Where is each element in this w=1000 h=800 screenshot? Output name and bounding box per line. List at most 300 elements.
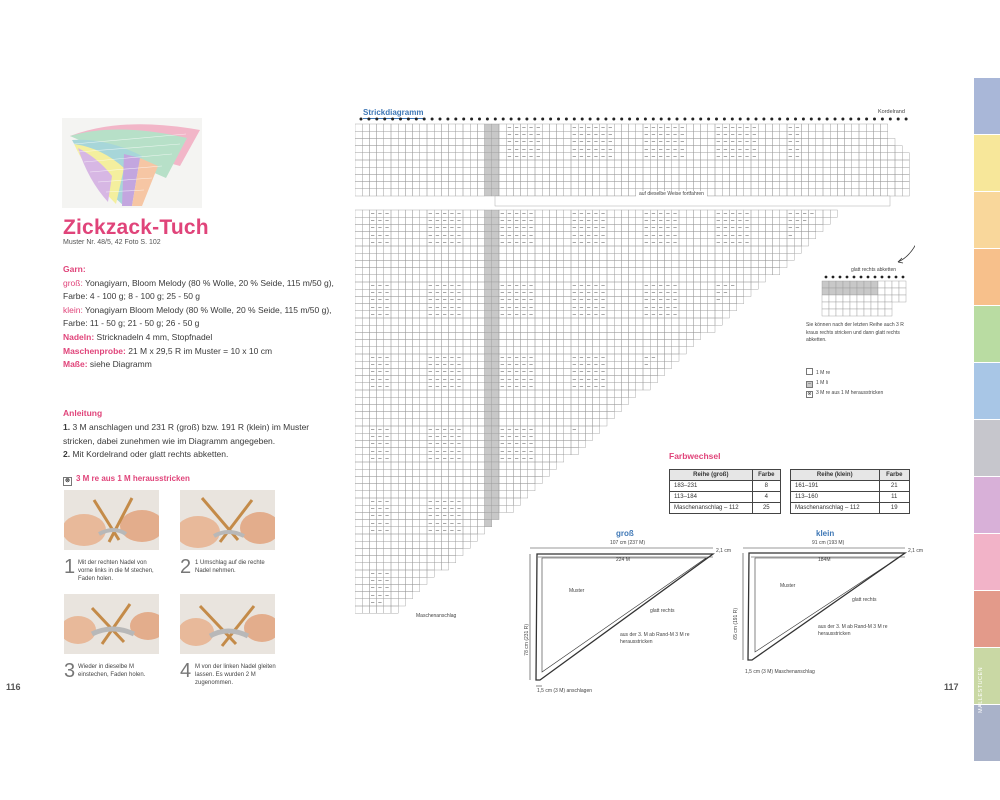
svg-text:–: – <box>507 225 512 232</box>
klein-bottom: 1,5 cm (3 M) Maschenanschlag <box>745 669 815 675</box>
svg-text:–: – <box>529 146 533 153</box>
svg-text:–: – <box>435 376 440 383</box>
svg-text:–: – <box>680 139 684 146</box>
svg-text:–: – <box>457 218 461 225</box>
svg-text:–: – <box>378 218 382 225</box>
svg-text:–: – <box>644 304 648 311</box>
svg-text:–: – <box>594 225 598 232</box>
svg-text:–: – <box>587 376 591 383</box>
svg-text:–: – <box>594 376 598 383</box>
svg-text:–: – <box>752 132 756 139</box>
svg-text:–: – <box>435 225 440 232</box>
svg-text:–: – <box>385 290 389 297</box>
svg-text:–: – <box>450 376 454 383</box>
svg-text:–: – <box>371 448 375 455</box>
svg-text:–: – <box>601 312 605 318</box>
svg-text:–: – <box>371 218 375 225</box>
svg-text:–: – <box>378 225 382 232</box>
svg-text:–: – <box>385 448 389 455</box>
svg-text:–: – <box>378 528 382 534</box>
svg-text:–: – <box>371 290 375 297</box>
svg-text:–: – <box>435 297 440 304</box>
svg-text:–: – <box>378 304 382 311</box>
svg-text:–: – <box>435 240 440 246</box>
svg-text:–: – <box>673 312 677 318</box>
svg-text:–: – <box>450 312 454 318</box>
svg-text:–: – <box>378 441 382 448</box>
svg-text:–: – <box>385 499 389 506</box>
svg-text:–: – <box>443 312 447 318</box>
svg-text:–: – <box>795 139 800 146</box>
chapter-tab[interactable] <box>974 192 1000 248</box>
svg-text:–: – <box>515 283 519 290</box>
svg-text:–: – <box>371 283 375 290</box>
svg-text:–: – <box>378 297 382 304</box>
garn-label: Garn: <box>63 264 86 274</box>
svg-text:–: – <box>745 125 749 132</box>
svg-text:–: – <box>515 290 519 297</box>
svg-text:–: – <box>450 369 454 376</box>
svg-text:–: – <box>601 304 605 311</box>
svg-text:–: – <box>385 225 389 232</box>
svg-text:–: – <box>443 232 447 239</box>
svg-text:–: – <box>673 225 677 232</box>
svg-text:–: – <box>443 225 447 232</box>
chapter-tab[interactable] <box>974 420 1000 476</box>
chapter-tab[interactable] <box>974 135 1000 191</box>
svg-text:–: – <box>579 362 584 369</box>
svg-text:–: – <box>515 232 519 239</box>
svg-text:–: – <box>666 232 670 239</box>
svg-text:–: – <box>522 240 526 246</box>
svg-text:–: – <box>795 132 800 139</box>
svg-text:–: – <box>371 578 375 585</box>
chapter-tab[interactable] <box>974 78 1000 134</box>
svg-text:–: – <box>435 312 440 318</box>
svg-text:–: – <box>443 528 447 534</box>
svg-text:–: – <box>579 232 584 239</box>
svg-text:–: – <box>536 139 540 146</box>
svg-text:–: – <box>788 139 792 146</box>
svg-text:–: – <box>587 362 591 369</box>
svg-text:–: – <box>507 427 512 434</box>
svg-text:–: – <box>572 376 576 383</box>
svg-text:–: – <box>572 146 576 153</box>
svg-text:–: – <box>572 384 576 390</box>
svg-text:–: – <box>529 355 533 362</box>
step1-number: 1. <box>63 422 71 432</box>
svg-text:–: – <box>435 506 440 513</box>
svg-text:–: – <box>723 240 728 246</box>
technique-heading <box>63 474 190 486</box>
svg-text:–: – <box>385 513 389 520</box>
svg-text:–: – <box>450 218 454 225</box>
step-number-4: 4 <box>180 660 192 682</box>
step-photo-4 <box>180 594 275 654</box>
svg-text:–: – <box>385 434 389 441</box>
svg-text:–: – <box>587 304 591 311</box>
svg-text:–: – <box>457 520 461 527</box>
farbwechsel-heading: Farbwechsel <box>669 451 721 461</box>
svg-text:–: – <box>601 355 605 362</box>
svg-text:–: – <box>529 441 533 448</box>
svg-text:–: – <box>738 211 742 218</box>
svg-text:–: – <box>385 427 389 434</box>
page-title: Zickzack-Tuch <box>63 216 209 239</box>
svg-text:–: – <box>731 211 735 218</box>
svg-text:–: – <box>594 240 598 246</box>
svg-text:–: – <box>443 384 447 390</box>
svg-text:–: – <box>522 456 526 462</box>
svg-text:–: – <box>601 146 605 153</box>
svg-text:–: – <box>572 304 576 311</box>
svg-text:–: – <box>594 139 598 146</box>
svg-text:–: – <box>507 297 512 304</box>
svg-text:–: – <box>587 211 591 218</box>
svg-text:–: – <box>594 312 598 318</box>
svg-text:–: – <box>644 139 648 146</box>
svg-text:–: – <box>723 211 728 218</box>
klein-colors: Farbe: 11 - 50 g; 21 - 50 g; 26 - 50 g <box>63 318 200 329</box>
chapter-tab[interactable] <box>974 591 1000 647</box>
svg-text:–: – <box>716 132 720 139</box>
svg-text:–: – <box>385 592 389 599</box>
gross-top-width: 107 cm (237 M) <box>610 540 646 546</box>
svg-text:–: – <box>651 218 656 225</box>
svg-text:–: – <box>601 369 605 376</box>
step-caption-4: M von der linken Nadel gleiten lassen. Es wurden 2 M zugenommen. <box>195 664 276 686</box>
svg-text:–: – <box>529 240 533 246</box>
svg-text:–: – <box>385 506 389 513</box>
svg-text:–: – <box>457 304 461 311</box>
svg-text:–: – <box>716 139 720 146</box>
svg-text:–: – <box>738 154 742 160</box>
svg-text:–: – <box>572 290 576 297</box>
svg-text:–: – <box>572 154 576 160</box>
svg-text:–: – <box>428 225 432 232</box>
svg-text:–: – <box>500 434 504 441</box>
svg-text:–: – <box>587 218 591 225</box>
svg-text:–: – <box>522 225 526 232</box>
svg-text:–: – <box>680 154 684 160</box>
svg-text:–: – <box>659 232 663 239</box>
materials-section <box>63 263 343 372</box>
svg-text:–: – <box>507 290 512 297</box>
svg-text:–: – <box>500 218 504 225</box>
svg-text:–: – <box>500 427 504 434</box>
svg-text:–: – <box>435 448 440 455</box>
svg-text:–: – <box>723 225 728 232</box>
svg-text:–: – <box>371 369 375 376</box>
svg-text:–: – <box>371 297 375 304</box>
svg-text:–: – <box>371 520 375 527</box>
svg-text:–: – <box>443 362 447 369</box>
svg-text:–: – <box>587 297 591 304</box>
svg-text:–: – <box>587 154 591 160</box>
svg-text:–: – <box>579 376 584 383</box>
svg-text:–: – <box>587 132 591 139</box>
svg-text:–: – <box>500 225 504 232</box>
svg-text:–: – <box>378 232 382 239</box>
purl-symbol-icon: – <box>806 381 813 388</box>
chart-title: Strickdiagramm <box>363 108 424 117</box>
svg-text:–: – <box>450 290 454 297</box>
svg-text:–: – <box>738 240 742 246</box>
svg-text:–: – <box>810 211 814 218</box>
svg-text:–: – <box>515 376 519 383</box>
svg-text:–: – <box>443 520 447 527</box>
svg-text:–: – <box>371 499 375 506</box>
svg-text:–: – <box>385 232 389 239</box>
svg-text:–: – <box>443 355 447 362</box>
svg-text:–: – <box>500 456 504 462</box>
svg-text:–: – <box>572 369 576 376</box>
svg-text:–: – <box>385 520 389 527</box>
nadeln-text: Stricknadeln 4 mm, Stopfnadel <box>94 331 213 342</box>
svg-text:–: – <box>428 362 432 369</box>
svg-text:–: – <box>522 384 526 390</box>
svg-text:–: – <box>450 506 454 513</box>
svg-text:–: – <box>745 232 749 239</box>
svg-text:–: – <box>529 427 533 434</box>
svg-text:–: – <box>587 290 591 297</box>
masse-text: siehe Diagramm <box>87 359 152 370</box>
svg-text:–: – <box>680 132 684 139</box>
table-row: Maschenanschlag – 112 25 <box>670 503 781 514</box>
svg-text:–: – <box>587 232 591 239</box>
svg-text:–: – <box>378 513 382 520</box>
svg-text:–: – <box>450 384 454 390</box>
svg-text:–: – <box>428 506 432 513</box>
svg-text:–: – <box>651 154 656 160</box>
chart-legend <box>806 368 883 398</box>
svg-text:–: – <box>666 312 670 318</box>
svg-text:–: – <box>594 125 598 132</box>
svg-text:–: – <box>795 154 800 160</box>
svg-text:–: – <box>572 240 576 246</box>
svg-text:–: – <box>428 528 432 534</box>
svg-text:–: – <box>457 528 461 534</box>
pattern-number: Muster Nr. 48/5, 42 Foto S. 102 <box>63 239 161 246</box>
svg-text:–: – <box>378 506 382 513</box>
svg-text:–: – <box>788 125 792 132</box>
svg-text:–: – <box>507 355 512 362</box>
svg-text:–: – <box>788 225 792 232</box>
svg-text:–: – <box>515 312 519 318</box>
svg-text:–: – <box>435 232 440 239</box>
step-number-1: 1 <box>64 556 76 578</box>
chapter-tab[interactable] <box>974 363 1000 419</box>
svg-text:–: – <box>644 125 648 132</box>
svg-text:–: – <box>435 211 440 218</box>
svg-text:–: – <box>371 600 375 606</box>
svg-text:–: – <box>644 240 648 246</box>
svg-text:–: – <box>529 312 533 318</box>
svg-text:–: – <box>507 132 512 139</box>
svg-text:–: – <box>788 218 792 225</box>
svg-text:–: – <box>601 132 605 139</box>
svg-text:–: – <box>428 355 432 362</box>
svg-text:–: – <box>680 125 684 132</box>
svg-text:–: – <box>378 434 382 441</box>
svg-text:–: – <box>500 304 504 311</box>
svg-text:–: – <box>371 355 375 362</box>
svg-text:–: – <box>428 312 432 318</box>
svg-text:–: – <box>515 304 519 311</box>
svg-text:–: – <box>594 369 598 376</box>
svg-text:–: – <box>385 240 389 246</box>
gross-rand-note: aus der 3. M ab Rand-M 3 M re herausstricken <box>620 632 690 645</box>
svg-text:–: – <box>572 312 576 318</box>
svg-text:–: – <box>795 218 800 225</box>
svg-text:–: – <box>450 232 454 239</box>
step-photo-2 <box>180 490 275 550</box>
table-row: Maschenanschlag – 112 19 <box>791 503 910 514</box>
svg-text:–: – <box>522 427 526 434</box>
svg-text:–: – <box>601 232 605 239</box>
svg-text:–: – <box>673 146 677 153</box>
svg-text:–: – <box>522 376 526 383</box>
svg-text:–: – <box>659 225 663 232</box>
svg-text:–: – <box>752 139 756 146</box>
svg-text:–: – <box>385 528 389 534</box>
table-row: 113–184 4 <box>670 492 781 503</box>
svg-text:–: – <box>522 232 526 239</box>
step1-text: 3 M anschlagen und 231 R (groß) bzw. 191 R (klein) im Muster stricken, dabei zunehmen wie im Diagramm angegeben. <box>63 422 310 446</box>
chapter-tab[interactable] <box>974 534 1000 590</box>
step-number-2: 2 <box>180 556 192 578</box>
svg-text:–: – <box>659 139 663 146</box>
svg-text:–: – <box>644 355 648 362</box>
svg-text:–: – <box>587 240 591 246</box>
svg-text:–: – <box>529 290 533 297</box>
svg-text:–: – <box>651 304 656 311</box>
maschenanschlag-label: Maschenanschlag <box>416 613 457 619</box>
svg-text:–: – <box>529 218 533 225</box>
chapter-tab[interactable] <box>974 249 1000 305</box>
kordelrand-dots <box>360 118 908 121</box>
svg-text:–: – <box>795 211 800 218</box>
svg-text:–: – <box>428 434 432 441</box>
svg-text:–: – <box>522 362 526 369</box>
klein-label: klein: <box>63 304 83 315</box>
svg-text:–: – <box>651 211 656 218</box>
svg-text:–: – <box>673 232 677 239</box>
svg-text:–: – <box>587 139 591 146</box>
svg-text:–: – <box>579 225 584 232</box>
klein-right-edge: 2,1 cm <box>908 548 924 554</box>
svg-text:–: – <box>529 456 533 462</box>
svg-text:–: – <box>515 448 519 455</box>
svg-text:–: – <box>666 139 670 146</box>
svg-text:–: – <box>371 225 375 232</box>
svg-text:–: – <box>515 456 519 462</box>
svg-text:–: – <box>385 585 389 592</box>
svg-text:–: – <box>450 520 454 527</box>
svg-text:–: – <box>601 225 605 232</box>
svg-text:–: – <box>507 369 512 376</box>
svg-text:–: – <box>752 146 756 153</box>
svg-text:–: – <box>572 355 576 362</box>
svg-text:–: – <box>500 240 504 246</box>
svg-text:–: – <box>385 304 389 311</box>
svg-text:–: – <box>745 146 749 153</box>
chapter-tab-label[interactable]: MALLESTUCEN <box>978 666 984 714</box>
svg-text:–: – <box>450 211 454 218</box>
svg-text:–: – <box>371 528 375 534</box>
svg-text:–: – <box>587 283 591 290</box>
svg-text:–: – <box>457 441 461 448</box>
svg-text:–: – <box>515 441 519 448</box>
klein-yarn: Yonagiyarn Bloom Melody (80 % Wolle, 20 % Seide, 115 m/50 g), <box>82 304 332 315</box>
svg-text:–: – <box>644 154 648 160</box>
svg-text:–: – <box>795 225 800 232</box>
svg-text:–: – <box>601 154 605 160</box>
svg-text:–: – <box>450 434 454 441</box>
svg-text:–: – <box>371 211 375 218</box>
svg-text:–: – <box>579 154 584 160</box>
svg-text:–: – <box>572 218 576 225</box>
svg-text:–: – <box>529 362 533 369</box>
svg-text:–: – <box>450 283 454 290</box>
svg-text:–: – <box>378 369 382 376</box>
svg-text:–: – <box>666 304 670 311</box>
svg-text:–: – <box>666 283 670 290</box>
svg-text:–: – <box>371 434 375 441</box>
svg-text:–: – <box>428 240 432 246</box>
svg-text:–: – <box>515 362 519 369</box>
svg-text:–: – <box>651 355 656 362</box>
svg-text:–: – <box>788 154 792 160</box>
gross-bottom: 1,5 cm (3 M) anschlagen <box>537 688 593 694</box>
svg-text:–: – <box>731 283 735 290</box>
diagram-gross-title: groß <box>616 529 634 538</box>
continue-label: auf dieselbe Weise fortfahren <box>636 191 707 197</box>
svg-text:–: – <box>378 578 382 585</box>
svg-text:–: – <box>666 297 670 304</box>
chapter-tab[interactable] <box>974 306 1000 362</box>
svg-text:–: – <box>450 448 454 455</box>
svg-text:–: – <box>608 132 612 139</box>
svg-text:–: – <box>601 218 605 225</box>
svg-text:–: – <box>500 290 504 297</box>
svg-text:–: – <box>673 125 677 132</box>
svg-text:–: – <box>659 304 663 311</box>
color-table-gross: Reihe (groß) Farbe 183–231 8 113–184 4 Maschenanschlag – 112 25 <box>669 469 781 514</box>
svg-text:–: – <box>507 240 512 246</box>
svg-text:–: – <box>428 456 432 462</box>
svg-text:–: – <box>507 384 512 390</box>
svg-text:–: – <box>594 355 598 362</box>
svg-text:–: – <box>500 312 504 318</box>
anleitung-text <box>63 421 343 462</box>
step-caption-2: 1 Umschlag auf die rechte Nadel nehmen. <box>195 560 265 574</box>
svg-text:–: – <box>385 441 389 448</box>
svg-text:–: – <box>738 125 742 132</box>
svg-text:–: – <box>515 369 519 376</box>
svg-text:–: – <box>594 232 598 239</box>
svg-text:–: – <box>500 297 504 304</box>
svg-text:–: – <box>716 232 720 239</box>
svg-text:–: – <box>378 448 382 455</box>
svg-text:–: – <box>731 225 735 232</box>
svg-text:–: – <box>644 362 648 369</box>
svg-text:–: – <box>587 225 591 232</box>
svg-text:–: – <box>522 154 526 160</box>
chapter-tab[interactable] <box>974 477 1000 533</box>
svg-text:–: – <box>579 312 584 318</box>
diagram-klein-title: klein <box>816 529 835 538</box>
